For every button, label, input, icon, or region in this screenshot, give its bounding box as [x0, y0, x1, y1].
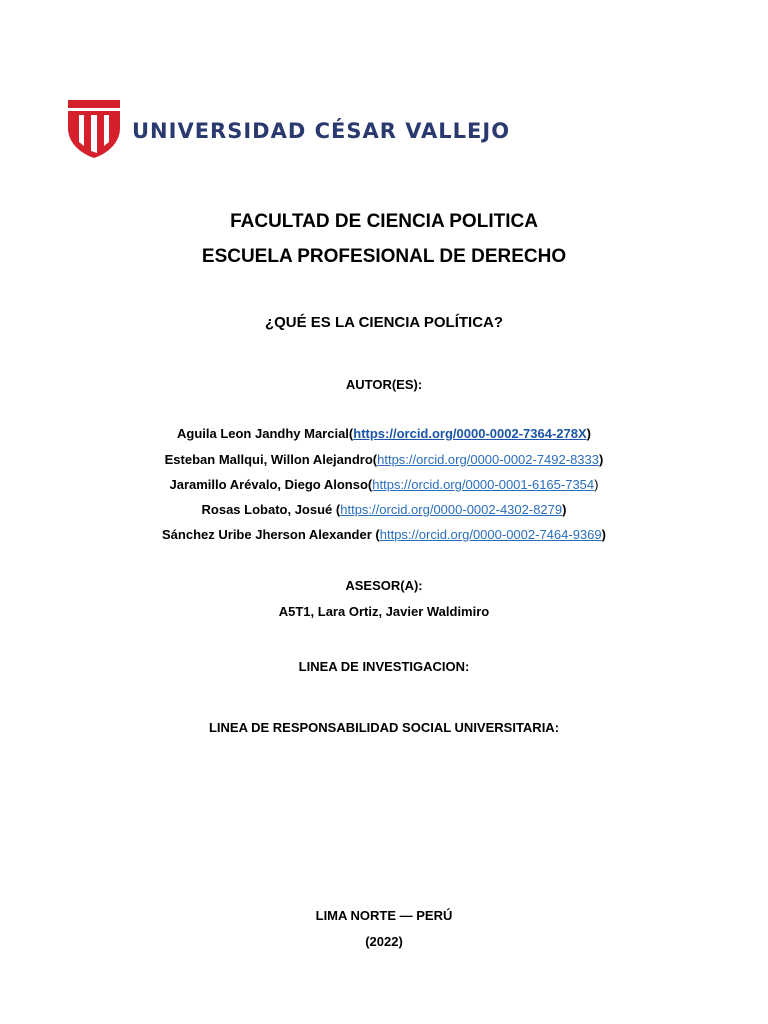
author-name: Rosas Lobato, Josué — [201, 502, 336, 517]
author-name: Jaramillo Arévalo, Diego Alonso — [169, 477, 368, 492]
orcid-link[interactable]: https://orcid.org/0000-0002-7464-9369 — [379, 527, 602, 542]
author-line: Jaramillo Arévalo, Diego Alonso(https://orcid.org/0000-0001-6165-7354) — [169, 477, 599, 492]
document-title: ¿QUÉ ES LA CIENCIA POLÍTICA? — [264, 314, 504, 331]
place-line: LIMA NORTE — PERÚ — [315, 908, 453, 923]
university-logo — [66, 98, 510, 160]
author-name: Aguila Leon Jandhy Marcial — [176, 426, 349, 441]
author-line: Aguila Leon Jandhy Marcial(https://orcid.org/0000-0002-7364-278X) — [176, 426, 591, 441]
author-name: Sánchez Uribe Jherson Alexander — [162, 527, 376, 542]
advisor-label: ASESOR(A): — [345, 578, 423, 593]
author-name: Esteban Mallqui, Willon Alejandro — [164, 452, 373, 467]
orcid-link[interactable]: https://orcid.org/0000-0001-6165-7354 — [372, 477, 595, 492]
university-shield-icon — [66, 98, 122, 160]
school-heading: ESCUELA PROFESIONAL DE DERECHO — [201, 246, 567, 267]
author-line: Esteban Mallqui, Willon Alejandro(https://orcid.org/0000-0002-7492-8333) — [164, 452, 604, 467]
authors-label: AUTOR(ES): — [345, 377, 423, 392]
orcid-link[interactable]: https://orcid.org/0000-0002-7492-8333 — [377, 452, 600, 467]
advisor-name: A5T1, Lara Ortiz, Javier Waldimiro — [278, 604, 490, 619]
university-name: UNIVERSIDAD CÉSAR VALLEJO — [132, 118, 511, 143]
year-line: (2022) — [365, 934, 403, 949]
author-line: Rosas Lobato, Josué (https://orcid.org/0000-0002-4302-8279) — [201, 502, 567, 517]
orcid-link[interactable]: https://orcid.org/0000-0002-4302-8279 — [340, 502, 563, 517]
social-line-label: LINEA DE RESPONSABILIDAD SOCIAL UNIVERSITARIA: — [208, 720, 560, 735]
faculty-heading: FACULTAD DE CIENCIA POLITICA — [230, 211, 538, 232]
research-line-label: LINEA DE INVESTIGACION: — [298, 659, 470, 674]
author-line: Sánchez Uribe Jherson Alexander (https://orcid.org/0000-0002-7464-9369) — [162, 527, 606, 542]
orcid-link[interactable]: https://orcid.org/0000-0002-7364-278X — [353, 426, 587, 441]
